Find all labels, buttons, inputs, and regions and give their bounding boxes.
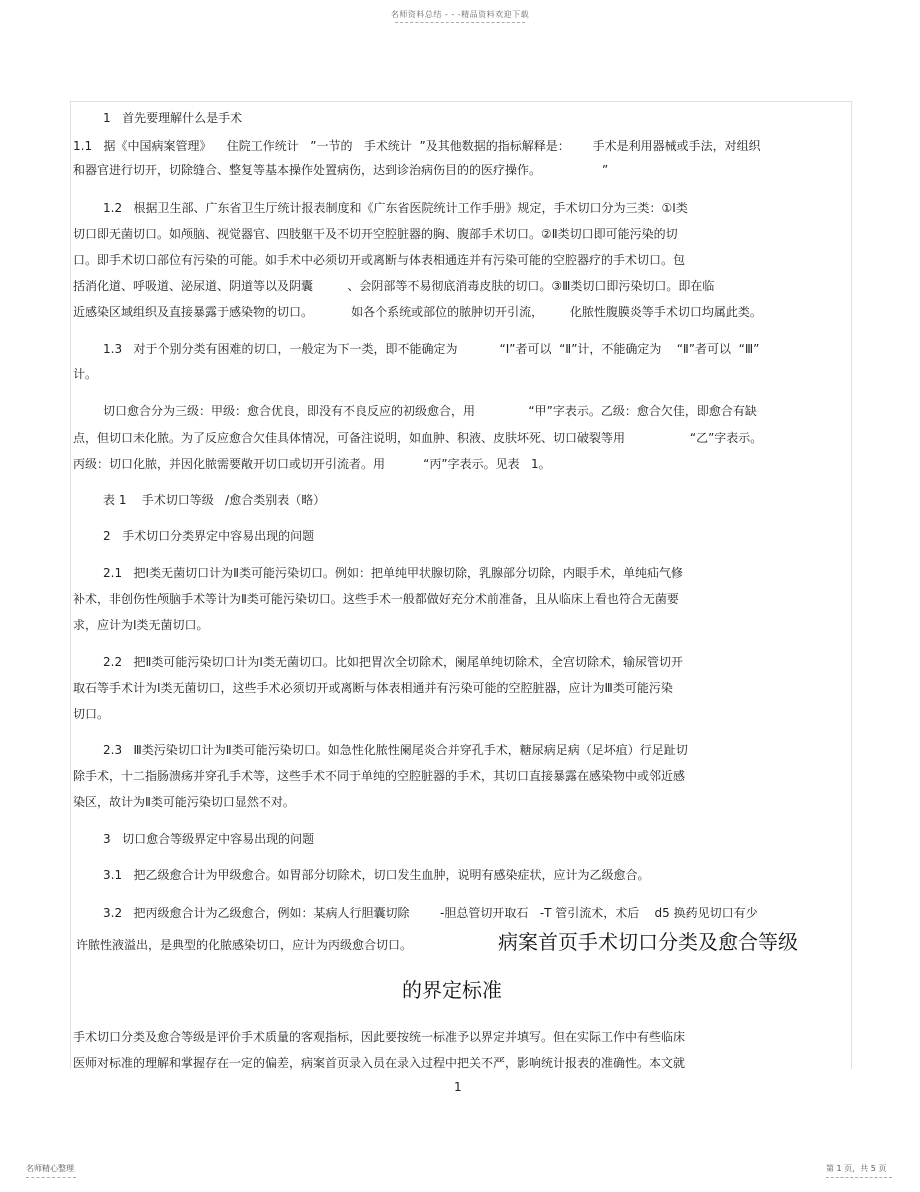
body-line: 括消化道、呼吸道、泌尿道、阴道等以及阴囊 、会阴部等不易彻底消毒皮肤的切口。③Ⅲ类切口即污染切口。即在临 [73, 279, 715, 293]
frame-top-rule [70, 101, 851, 102]
page-number: 1 [454, 1080, 462, 1094]
body-line: 2.2 把Ⅱ类可能污染切口计为Ⅰ类无菌切口。比如把胃次全切除术，阑尾单纯切除术，全宫切除术，输尿管切开 [103, 655, 683, 669]
body-line: 求，应计为Ⅰ类无菌切口。 [73, 618, 209, 632]
section-heading: 1 首先要理解什么是手术 [103, 111, 243, 125]
document-title: 病案首页手术切口分类及愈合等级 [498, 930, 798, 954]
body-line: 1.1 据《中国病案管理》 住院工作统计 ”一节的 手术统计 ”及其他数据的指标解释是： 手术是利用器械或手法，对组织 [73, 139, 761, 153]
frame-left-rule [70, 101, 71, 1069]
body-line: 切口愈合分为三级：甲级：愈合优良，即没有不良反应的初级愈合，用 “甲”字表示。乙级：愈合欠佳，即愈合有缺 [103, 404, 757, 418]
footer-left: 名师精心整理 [26, 1164, 74, 1173]
body-line: 1.2 根据卫生部、广东省卫生厅统计报表制度和《广东省医院统计工作手册》规定，手术切口分为三类：①Ⅰ类 [103, 201, 688, 215]
table-caption: 表 1 手术切口等级 /愈合类别表（略） [103, 493, 326, 507]
body-line: 计。 [73, 367, 98, 381]
header-divider [395, 22, 525, 23]
body-line: 丙级：切口化脓，并因化脓需要敞开切口或切开引流者。用 “丙”字表示。见表 1。 [73, 457, 551, 471]
body-line: 手术切口分类及愈合等级是评价手术质量的客观指标，因此要按统一标准予以界定并填写。但在实际工作中有些临床 [73, 1030, 686, 1044]
footer-left-divider [26, 1177, 76, 1178]
body-line: 2.1 把Ⅰ类无菌切口计为Ⅱ类可能污染切口。例如：把单纯甲状腺切除，乳腺部分切除，内眼手术，单纯疝气修 [103, 566, 683, 580]
footer-right: 第 1 页，共 5 页 [826, 1164, 887, 1173]
body-line: 近感染区域组织及直接暴露于感染物的切口。 如各个系统或部位的脓肿切开引流， 化脓性腹膜炎等手术切口均属此类。 [73, 305, 762, 319]
body-line: 许脓性液溢出，是典型的化脓感染切口，应计为丙级愈合切口。 [76, 938, 413, 952]
page-header: 名师资料总结 - - -精品资料欢迎下载 [390, 10, 530, 19]
body-line: 取石等手术计为Ⅰ类无菌切口，这些手术必须切开或离断与体表相通并有污染可能的空腔脏器，应计为Ⅲ类可能污染 [73, 681, 673, 695]
body-line: 和器官进行切开，切除缝合、整复等基本操作处置病伤，达到诊治病伤目的的医疗操作。 ” [73, 163, 609, 177]
body-line: 切口即无菌切口。如颅脑、视觉器官、四肢躯干及不切开空腔脏器的胸、腹部手术切口。②Ⅱ类切口即可能污染的切 [73, 227, 678, 241]
body-line: 除手术，十二指肠溃疡并穿孔手术等，这些手术不同于单纯的空腔脏器的手术，其切口直接暴露在感染物中或邻近感 [73, 769, 686, 783]
body-line: 3.1 把乙级愈合计为甲级愈合。如胃部分切除术，切口发生血肿，说明有感染症状，应计为乙级愈合。 [103, 868, 650, 882]
body-line: 补术，非创伤性颅脑手术等计为Ⅱ类可能污染切口。这些手术一般都做好充分术前准备，且从临床上看也符合无菌要 [73, 592, 679, 606]
section-heading: 2 手术切口分类界定中容易出现的问题 [103, 529, 315, 543]
frame-right-rule [851, 101, 852, 1069]
body-line: 点，但切口未化脓。为了反应愈合欠佳具体情况，可备注说明，如血肿、积液、皮肤坏死、切口破裂等用 “乙”字表示。 [73, 431, 763, 445]
section-heading: 3 切口愈合等级界定中容易出现的问题 [103, 832, 315, 846]
footer-right-divider [826, 1177, 892, 1178]
body-line: 医师对标准的理解和掌握存在一定的偏差，病案首页录入员在录入过程中把关不严，影响统计报表的准确性。本文就 [73, 1056, 686, 1070]
body-line: 切口。 [73, 707, 110, 721]
body-line: 2.3 Ⅲ类污染切口计为Ⅱ类可能污染切口。如急性化脓性阑尾炎合并穿孔手术，糖尿病足病（足坏疽）行足趾切 [103, 743, 688, 757]
body-line: 1.3 对于个别分类有困难的切口，一般定为下一类，即不能确定为 “Ⅰ”者可以 “Ⅱ”计，不能确定为 “Ⅱ”者可以 “Ⅲ” [103, 342, 760, 356]
body-line: 口。即手术切口部位有污染的可能。如手术中必须切开或离断与体表相通连并有污染可能的空腔器疗的手术切口。包 [73, 253, 686, 267]
body-line: 染区，故计为Ⅱ类可能污染切口显然不对。 [73, 795, 295, 809]
body-line: 3.2 把丙级愈合计为乙级愈合，例如：某病人行胆囊切除 -胆总管切开取石 -T 管引流术，术后 d5 换药见切口有少 [103, 906, 758, 920]
document-title-cont: 的界定标准 [402, 978, 502, 1002]
